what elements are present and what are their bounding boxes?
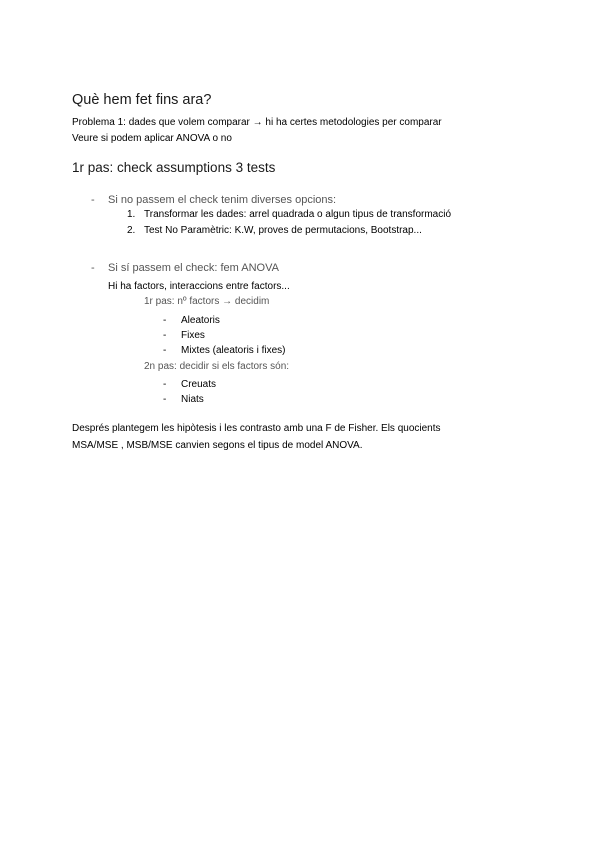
sub-dash-5: - [163,394,167,405]
pass-step-2: 2n pas: decidir si els factors són: [144,361,290,372]
factor-structure-crossed: Creuats [181,379,217,390]
factor-type-random: Aleatoris [181,315,220,326]
pass-detail: Hi ha factors, interaccions entre factors... [108,281,290,292]
bullet-dash-pass: - [91,262,95,274]
pass-step-1: 1r pas: nº factors → decidim [144,296,270,307]
closing-line-1: Després plantegem les hipòtesis i les contrasto amb una F de Fisher. Els quocients [72,423,441,434]
sub-dash-4: - [163,379,167,390]
intro-line-2: Veure si podem aplicar ANOVA o no [72,133,232,144]
bullet-no-pass-label: Si no passem el check tenim diverses opcions: [108,194,337,206]
bullet-dash-no-pass: - [91,194,95,206]
step-heading: 1r pas: check assumptions 3 tests [72,160,276,175]
intro-line-1: Problema 1: dades que volem comparar → hi ha certes metodologies per comparar [72,117,442,128]
list-item-transform: Transformar les dades: arrel quadrada o algun tipus de transformació [144,209,452,220]
list-number-2: 2. [127,225,136,236]
page-heading: Què hem fet fins ara? [72,92,212,108]
factor-type-fixed: Fixes [181,330,205,341]
sub-dash-1: - [163,315,167,326]
factor-type-mixed: Mixtes (aleatoris i fixes) [181,345,286,356]
factor-structure-nested: Niats [181,394,204,405]
closing-line-2: MSA/MSE , MSB/MSE canvien segons el tipus de model ANOVA. [72,440,363,451]
list-item-nonparametric: Test No Paramètric: K.W, proves de permutacions, Bootstrap... [144,225,422,236]
bullet-pass-label: Si sí passem el check: fem ANOVA [108,262,279,274]
sub-dash-2: - [163,330,167,341]
sub-dash-3: - [163,345,167,356]
list-number-1: 1. [127,209,136,220]
